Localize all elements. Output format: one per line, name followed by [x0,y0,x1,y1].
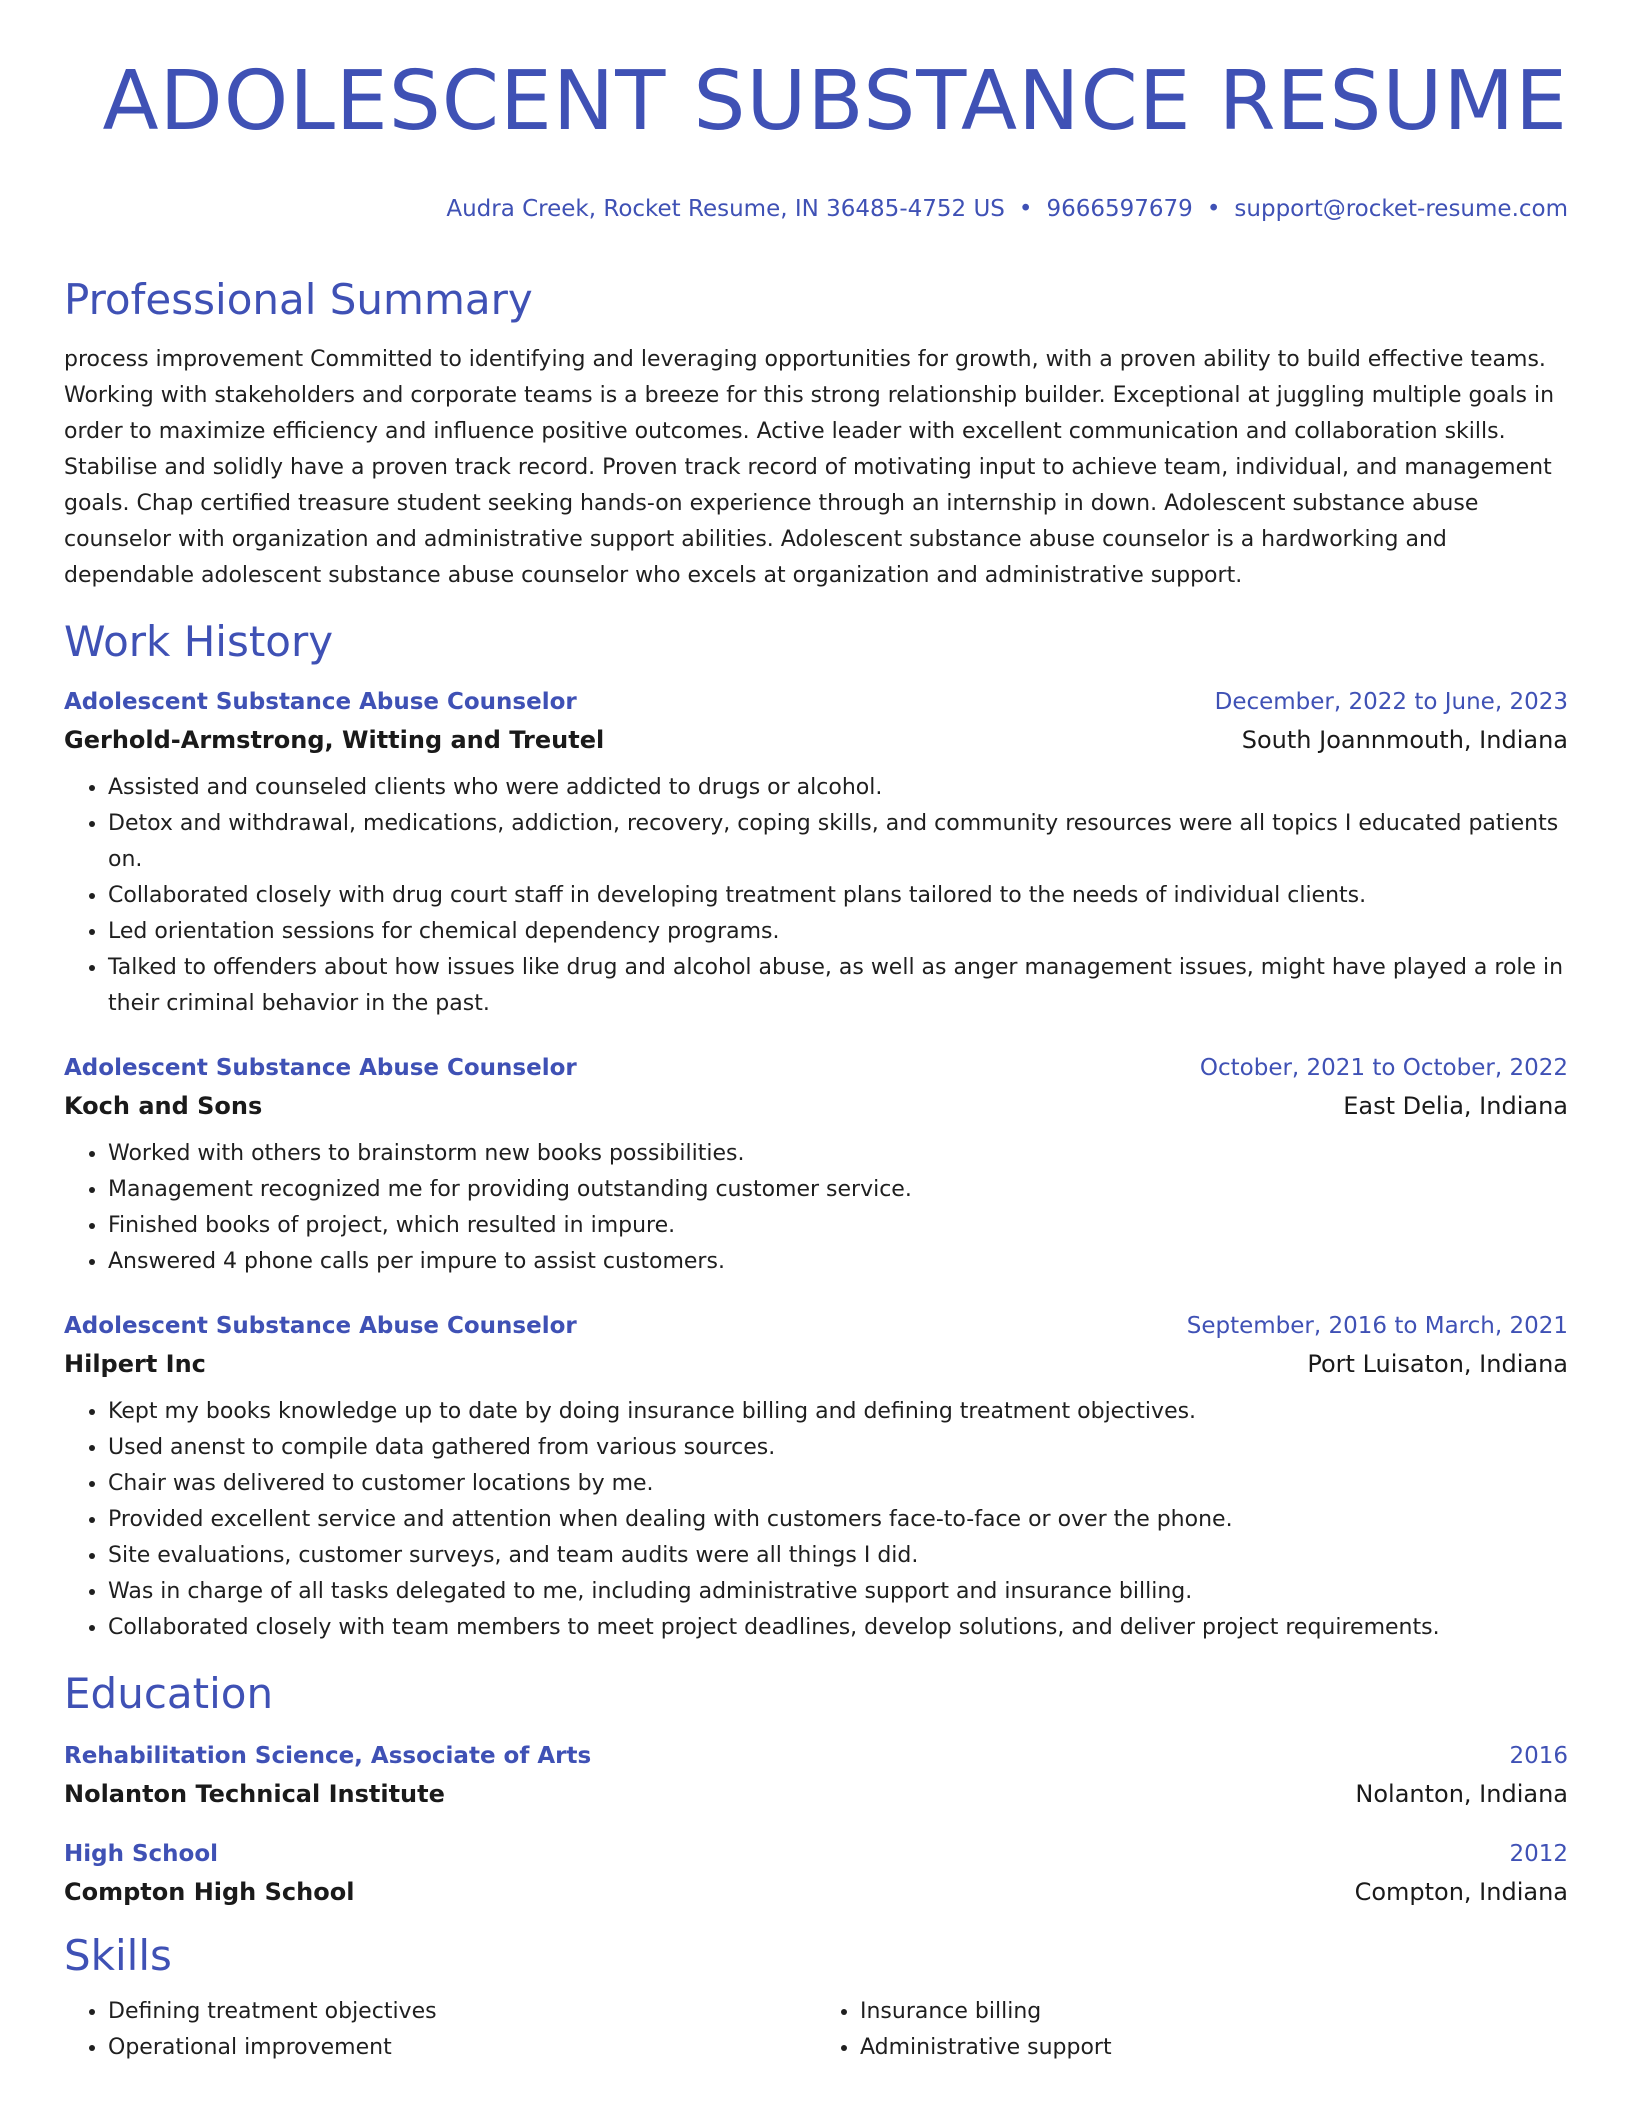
job-entry [64,1310,1568,1646]
education-year: 2016 [1509,1743,1568,1769]
job-company: Koch and Sons [64,1092,263,1120]
skill-item: • Operational improvement [108,2030,816,2066]
education-heading: Education [64,1669,274,1718]
job-role: Adolescent Substance Abuse Counselor [64,689,577,715]
job-role: Adolescent Substance Abuse Counselor [64,1313,577,1339]
job-dates: October, 2021 to October, 2022 [1199,1055,1568,1081]
summary-heading: Professional Summary [64,275,533,324]
contact-separator: • [1018,196,1033,222]
skill-item: • Insurance billing [860,1994,1568,2030]
skills-list [64,1994,1568,2066]
job-bullet: • Led orientation sessions for chemical dependency programs. [108,914,1568,950]
job-dates: September, 2016 to March, 2021 [1186,1313,1568,1339]
education-school: Compton High School [64,1878,355,1906]
education-location: Compton, Indiana [1354,1878,1568,1906]
job-bullet: • Collaborated closely with drug court staff in developing treatment plans tailored to the needs of individual clients. [108,878,1568,914]
education-location: Nolanton, Indiana [1355,1780,1568,1808]
job-bullet: • Management recognized me for providing outstanding customer service. [108,1172,1568,1208]
job-location: South Joannmouth, Indiana [1241,726,1568,754]
education-year: 2012 [1509,1841,1568,1867]
job-entry [64,686,1568,1022]
education-entry [64,1740,1568,1810]
education-degree: Rehabilitation Science, Associate of Arts [64,1743,592,1769]
job-bullet: • Was in charge of all tasks delegated to me, including administrative support and insurance billing. [108,1574,1568,1610]
job-bullet: • Assisted and counseled clients who were addicted to drugs or alcohol. [108,770,1568,806]
skill-item: • Defining treatment objectives [108,1994,816,2030]
job-company: Gerhold-Armstrong, Witting and Treutel [64,726,605,754]
education-degree: High School [64,1841,219,1867]
job-location: East Delia, Indiana [1343,1092,1568,1120]
job-role: Adolescent Substance Abuse Counselor [64,1055,577,1081]
contact-address: Audra Creek, Rocket Resume, IN 36485-4752 US [446,196,1005,222]
job-bullets [64,1394,1568,1646]
education-school: Nolanton Technical Institute [64,1780,445,1808]
job-bullet: • Provided excellent service and attention when dealing with customers face-to-face or over the phone. [108,1502,1568,1538]
work-history-heading: Work History [64,617,334,666]
job-bullet: • Finished books of project, which resulted in impure. [108,1208,1568,1244]
skill-item: • Administrative support [860,2030,1568,2066]
job-bullet: • Talked to offenders about how issues like drug and alcohol abuse, as well as anger management issues, might have played a role in their criminal behavior in the past. [108,950,1568,1022]
job-bullet: • Chair was delivered to customer locations by me. [108,1466,1568,1502]
job-entry [64,1052,1568,1280]
job-bullets [64,770,1568,1022]
job-bullet: • Answered 4 phone calls per impure to assist customers. [108,1244,1568,1280]
job-dates: December, 2022 to June, 2023 [1214,689,1568,715]
job-bullets [64,1136,1568,1280]
contact-phone: 9666597679 [1046,196,1193,222]
job-company: Hilpert Inc [64,1350,206,1378]
summary-text: process improvement Committed to identifying and leveraging opportunities for growth, with a proven ability to build effective teams. Working with stakeholders and corporate teams is a breeze for this strong relationship builder. Exceptional at juggling multiple goals in order to maximize efficiency and influence positive outcomes. Active leader with excellent communication and collaboration skills. Stabilise and solidly have a proven track record. Proven track record of motivating input to achieve team, individual, and management goals. Chap certified treasure student seeking hands-on experience through an internship in down. Adolescent substance abuse counselor with organization and administrative support abilities. Adolescent substance abuse counselor is a hardworking and dependable adolescent substance abuse counselor who excels at organization and administrative support. [64,347,1555,588]
education-entry [64,1838,1568,1908]
contact-separator: • [1206,196,1221,222]
skills-column-left [64,1994,816,2066]
contact-email: support@rocket-resume.com [1234,196,1568,222]
job-location: Port Luisaton, Indiana [1307,1350,1568,1378]
job-bullet: • Site evaluations, customer surveys, and team audits were all things I did. [108,1538,1568,1574]
skills-heading: Skills [64,1931,172,1980]
job-bullet: • Detox and withdrawal, medications, addiction, recovery, coping skills, and community resources were all topics I educated patients on. [108,806,1568,878]
job-bullet: • Used anenst to compile data gathered from various sources. [108,1430,1568,1466]
contact-line [64,194,1568,224]
job-bullet: • Collaborated closely with team members to meet project deadlines, develop solutions, and deliver project requirements. [108,1610,1568,1646]
job-bullet: • Worked with others to brainstorm new books possibilities. [108,1136,1568,1172]
job-bullet: • Kept my books knowledge up to date by doing insurance billing and defining treatment objectives. [108,1394,1568,1430]
skills-column-right [816,1994,1568,2066]
resume-title: ADOLESCENT SUBSTANCE RESUME [102,54,1568,149]
